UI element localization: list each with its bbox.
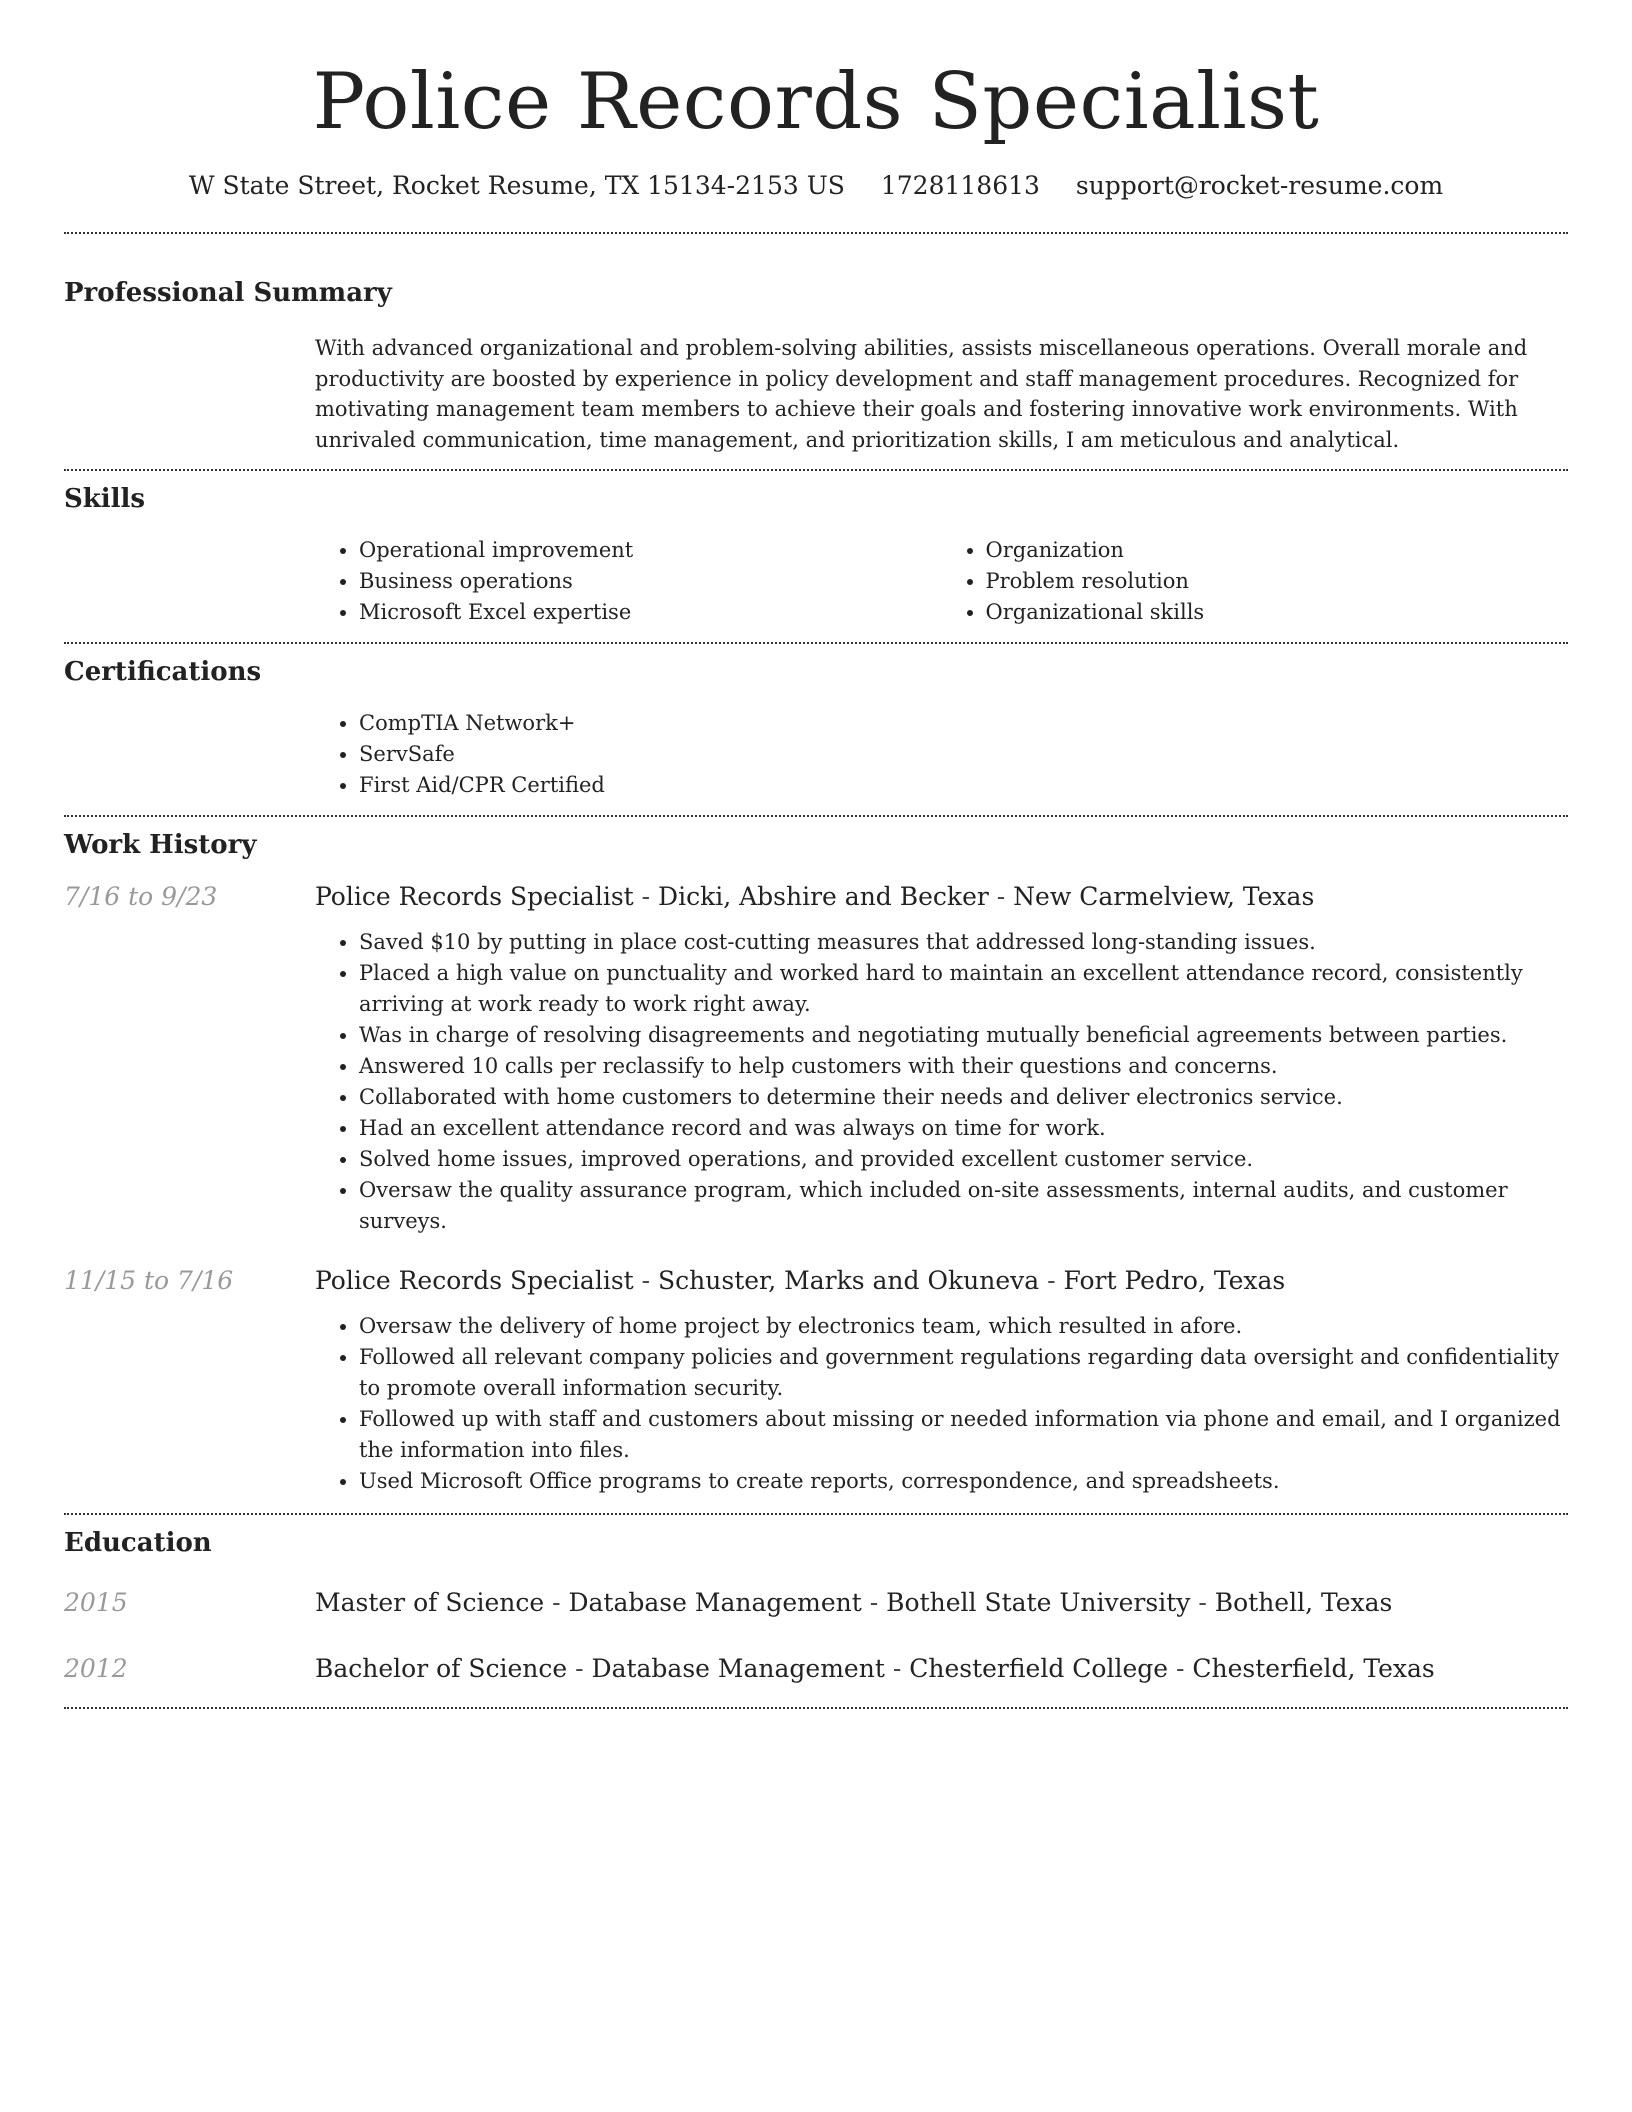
separator: - xyxy=(567,1654,592,1683)
job-entry xyxy=(64,881,1568,1237)
job-bullet: • Solved home issues, improved operations, and provided excellent customer service. xyxy=(359,1144,1568,1175)
separator: - xyxy=(633,882,659,911)
skill-item: • Problem resolution xyxy=(986,566,1569,597)
job-bullet: • Was in charge of resolving disagreements and negotiating mutually beneficial agreements between parties. xyxy=(359,1020,1568,1051)
skill-item: • Organizational skills xyxy=(986,597,1569,628)
contact-email: support@rocket-resume.com xyxy=(1075,171,1444,200)
job-bullets-row xyxy=(64,1311,1568,1497)
contact-phone: 1728118613 xyxy=(880,171,1040,200)
job-bullet: • Used Microsoft Office programs to create reports, correspondence, and spreadsheets. xyxy=(359,1466,1568,1497)
education-degree: Master of Science xyxy=(315,1588,545,1617)
job-bullets xyxy=(315,927,1568,1237)
separator: - xyxy=(1168,1654,1193,1683)
job-header-row xyxy=(64,881,1568,913)
education-location: Bothell, Texas xyxy=(1214,1588,1393,1617)
certifications-heading: Certifications xyxy=(64,657,262,687)
job-bullet: • Saved $10 by putting in place cost-cutting measures that addressed long-standing issues. xyxy=(359,927,1568,958)
education-field: Database Management xyxy=(568,1588,862,1617)
job-title: Police Records Specialist xyxy=(315,1266,634,1295)
divider xyxy=(64,815,1568,817)
education-location: Chesterfield, Texas xyxy=(1192,1654,1435,1683)
job-bullets xyxy=(315,1311,1568,1497)
spacer xyxy=(64,927,315,1237)
education-year: 2012 xyxy=(64,1654,128,1683)
separator: - xyxy=(544,1588,569,1617)
divider xyxy=(64,1513,1568,1515)
education-degree: Bachelor of Science xyxy=(315,1654,568,1683)
summary-text: With advanced organizational and problem-solving abilities, assists miscellaneous operations. Overall morale and productivity are boosted by experience in policy development and staff management procedures. Recognized for motivating management team members to achieve their goals and fostering innovative work environments. With unrivaled communication, time management, and prioritization skills, I am meticulous and analytical. xyxy=(315,336,1528,452)
spacer xyxy=(64,1311,315,1497)
skills-list-right xyxy=(942,535,1569,628)
job-company: Schuster, Marks and Okuneva xyxy=(658,1266,1040,1295)
job-company: Dicki, Abshire and Becker xyxy=(658,882,989,911)
job-bullet: • Followed all relevant company policies and government regulations regarding data oversight and confidentiality to promote overall information security. xyxy=(359,1342,1568,1404)
job-bullet: • Answered 10 calls per reclassify to help customers with their questions and concerns. xyxy=(359,1051,1568,1082)
summary-heading: Professional Summary xyxy=(64,278,392,308)
job-header-row xyxy=(64,1265,1568,1297)
education-year: 2015 xyxy=(64,1588,128,1617)
separator: - xyxy=(861,1588,887,1617)
job-heading xyxy=(315,1265,1568,1297)
education-school: Bothell State University xyxy=(886,1588,1191,1617)
job-title: Police Records Specialist xyxy=(315,882,634,911)
job-bullet: • Oversaw the delivery of home project by electronics team, which resulted in afore. xyxy=(359,1311,1568,1342)
separator: - xyxy=(1039,1266,1064,1295)
education-entry xyxy=(64,1587,1568,1619)
job-bullet: • Oversaw the quality assurance program, which included on-site assessments, internal audits, and customer surveys. xyxy=(359,1175,1568,1237)
skill-item: • Organization xyxy=(986,535,1569,566)
contact-line xyxy=(64,170,1568,202)
separator: - xyxy=(988,882,1014,911)
certifications-list xyxy=(315,708,1568,815)
job-bullet: • Collaborated with home customers to determine their needs and deliver electronics service. xyxy=(359,1082,1568,1113)
contact-address: W State Street, Rocket Resume, TX 15134-2153 US xyxy=(188,171,845,200)
certifications-ul xyxy=(315,708,1568,801)
job-location: New Carmelview, Texas xyxy=(1013,882,1315,911)
skills-list-left xyxy=(315,535,942,628)
divider xyxy=(64,469,1568,471)
skills-heading: Skills xyxy=(64,484,146,514)
certification-item: • First Aid/CPR Certified xyxy=(359,770,1568,801)
certification-item: • CompTIA Network+ xyxy=(359,708,1568,739)
skill-item: • Operational improvement xyxy=(359,535,942,566)
job-heading xyxy=(315,881,1568,913)
education-heading: Education xyxy=(64,1528,212,1558)
skills-grid xyxy=(315,535,1568,642)
education-entry xyxy=(64,1653,1568,1707)
education-school: Chesterfield College xyxy=(909,1654,1169,1683)
job-entry xyxy=(64,1265,1568,1513)
job-location: Fort Pedro, Texas xyxy=(1063,1266,1286,1295)
job-dates: 11/15 to 7/16 xyxy=(64,1266,234,1295)
job-bullets-row xyxy=(64,927,1568,1237)
separator: - xyxy=(633,1266,659,1295)
education-heading-line xyxy=(315,1653,1568,1685)
job-bullet: • Placed a high value on punctuality and worked hard to maintain an excellent attendance record, consistently arriving at work ready to work right away. xyxy=(359,958,1568,1020)
job-bullet: • Had an excellent attendance record and was always on time for work. xyxy=(359,1113,1568,1144)
certification-item: • ServSafe xyxy=(359,739,1568,770)
divider xyxy=(64,232,1568,234)
separator: - xyxy=(884,1654,910,1683)
job-dates: 7/16 to 9/23 xyxy=(64,882,218,911)
education-heading-line xyxy=(315,1587,1568,1619)
divider xyxy=(64,1707,1568,1709)
skill-item: • Microsoft Excel expertise xyxy=(359,597,942,628)
divider xyxy=(64,642,1568,644)
work-history-heading: Work History xyxy=(64,830,257,860)
job-bullet: • Followed up with staff and customers about missing or needed information via phone and email, and I organized the information into files. xyxy=(359,1404,1568,1466)
resume-name: Police Records Specialist xyxy=(312,57,1320,147)
skill-item: • Business operations xyxy=(359,566,942,597)
separator: - xyxy=(1190,1588,1215,1617)
education-field: Database Management xyxy=(591,1654,885,1683)
